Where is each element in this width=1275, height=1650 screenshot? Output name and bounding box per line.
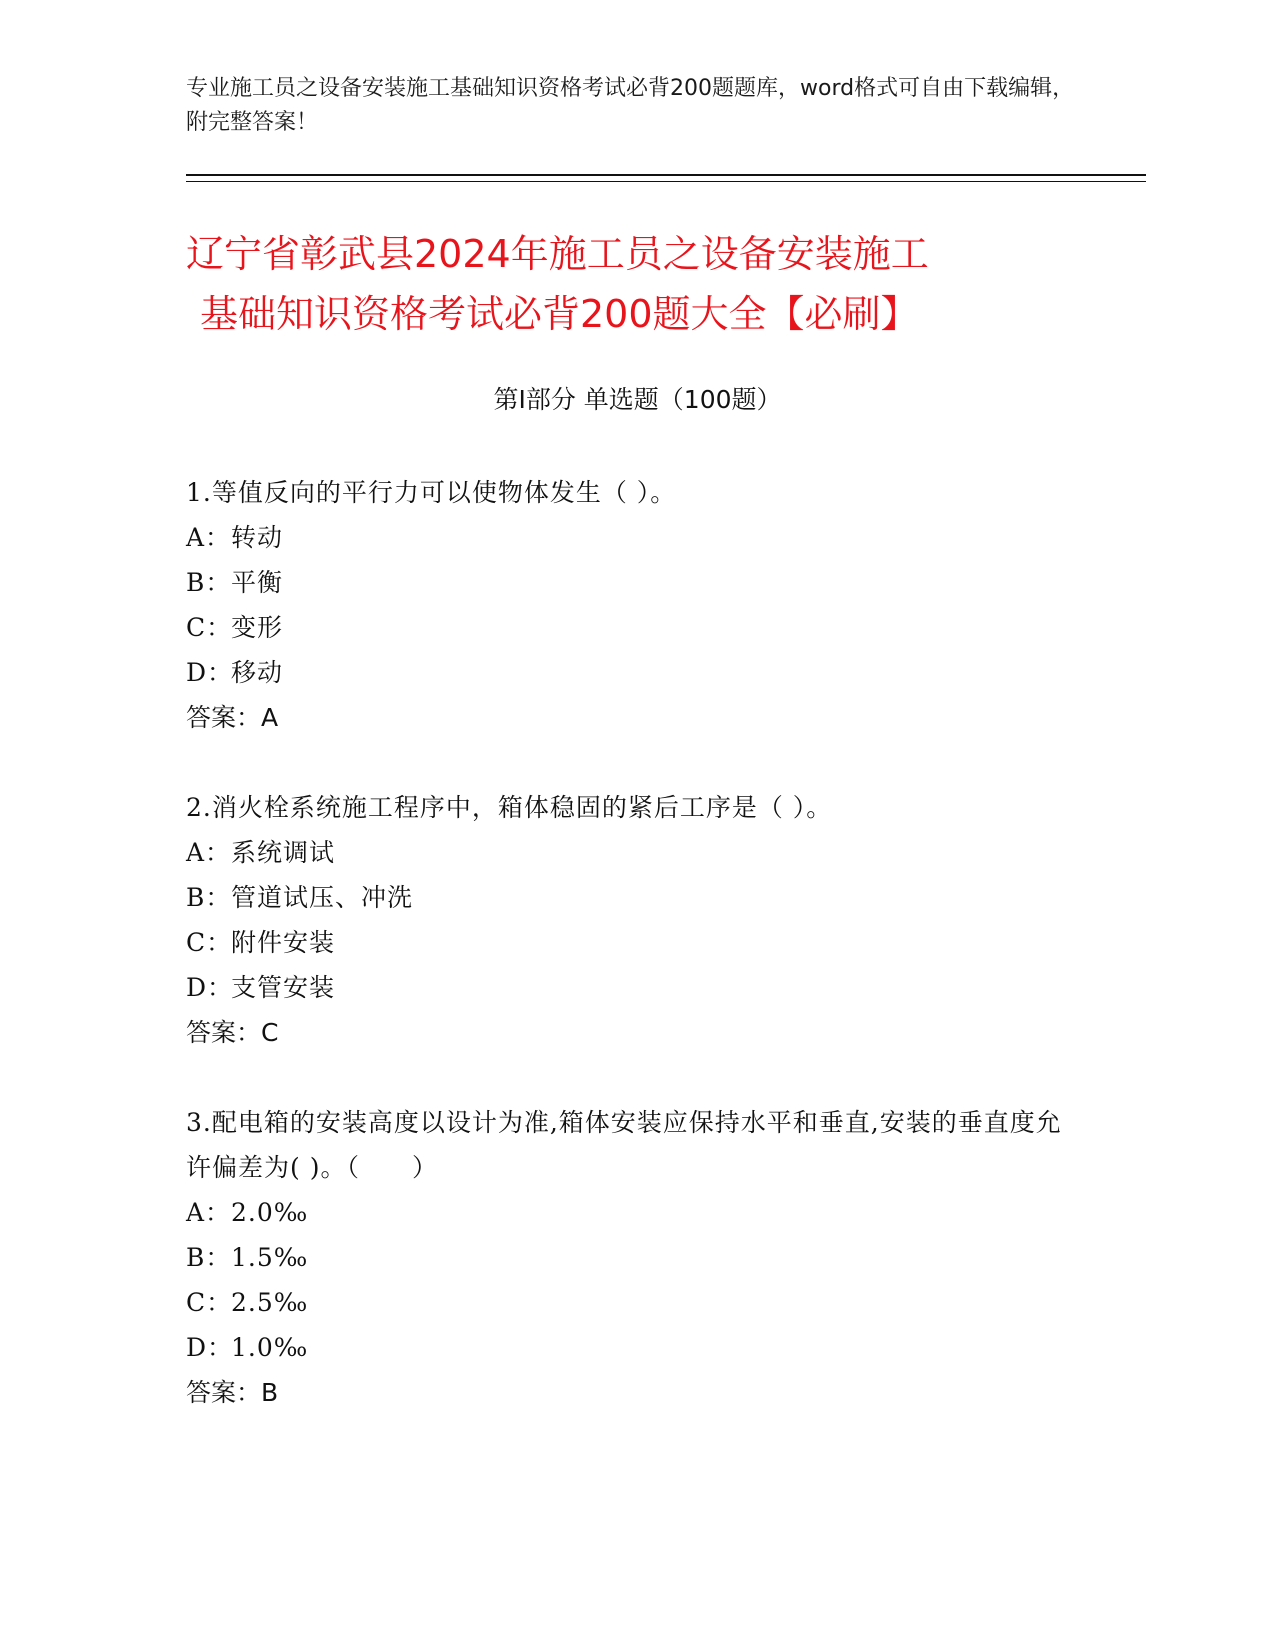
- option-a: [186, 830, 1086, 875]
- option-key: C：: [186, 613, 233, 642]
- option-text: 1.0‰: [231, 1333, 309, 1362]
- option-text: 变形: [231, 613, 284, 642]
- option-key: B：: [186, 1243, 232, 1272]
- option-text: 转动: [231, 523, 284, 552]
- option-key: A：: [186, 523, 232, 552]
- option-text: 2.0‰: [231, 1198, 309, 1227]
- option-b: [186, 560, 1086, 605]
- page-header: 专业施工员之设备安装施工基础知识资格考试必背200题题库，word格式可自由下载编辑，附完整答案！: [186, 76, 1075, 135]
- option-c: [186, 605, 1086, 650]
- option-key: A：: [186, 838, 232, 867]
- option-d: [186, 650, 1086, 695]
- option-text: 支管安装: [231, 973, 336, 1002]
- question-stem: 3.配电箱的安装高度以设计为准,箱体安装应保持水平和垂直,安装的垂直度允许偏差为( )。（ ）: [186, 1108, 1062, 1182]
- question-stem: 2.消火栓系统施工程序中，箱体稳固的紧后工序是（ ）。: [186, 793, 833, 822]
- option-text: 系统调试: [231, 838, 336, 867]
- option-text: 移动: [231, 658, 284, 687]
- option-key: D：: [186, 1333, 234, 1362]
- option-a: [186, 1190, 1086, 1235]
- document-title-line-1: 辽宁省彰武县2024年施工员之设备安装施工: [186, 232, 929, 276]
- option-d: [186, 1325, 1086, 1370]
- question-1: [186, 470, 1086, 740]
- option-key: D：: [186, 973, 234, 1002]
- option-c: [186, 1280, 1086, 1325]
- option-key: C：: [186, 1288, 233, 1317]
- question-stem: 1.等值反向的平行力可以使物体发生（ ）。: [186, 478, 677, 507]
- answer: 答案：C: [186, 1018, 279, 1047]
- section-heading: 第Ⅰ部分 单选题（100题）: [493, 385, 782, 414]
- answer: 答案：B: [186, 1378, 279, 1407]
- option-key: B：: [186, 568, 232, 597]
- answer: 答案：A: [186, 703, 279, 732]
- option-text: 附件安装: [231, 928, 336, 957]
- option-a: [186, 515, 1086, 560]
- option-key: D：: [186, 658, 234, 687]
- option-text: 管道试压、冲洗: [231, 883, 414, 912]
- question-2: [186, 785, 1086, 1055]
- document-title: [186, 224, 1106, 344]
- question-3: [186, 1100, 1086, 1415]
- option-text: 平衡: [231, 568, 284, 597]
- option-key: A：: [186, 1198, 232, 1227]
- option-key: C：: [186, 928, 233, 957]
- question-list: [186, 470, 1086, 1460]
- header-rule-thick: [186, 174, 1146, 176]
- option-text: 2.5‰: [231, 1288, 309, 1317]
- option-c: [186, 920, 1086, 965]
- option-d: [186, 965, 1086, 1010]
- option-text: 1.5‰: [231, 1243, 309, 1272]
- document-title-line-2: 基础知识资格考试必背200题大全【必刷】: [200, 292, 919, 336]
- option-b: [186, 875, 1086, 920]
- option-b: [186, 1235, 1086, 1280]
- option-key: B：: [186, 883, 232, 912]
- header-rule-thin: [186, 181, 1146, 182]
